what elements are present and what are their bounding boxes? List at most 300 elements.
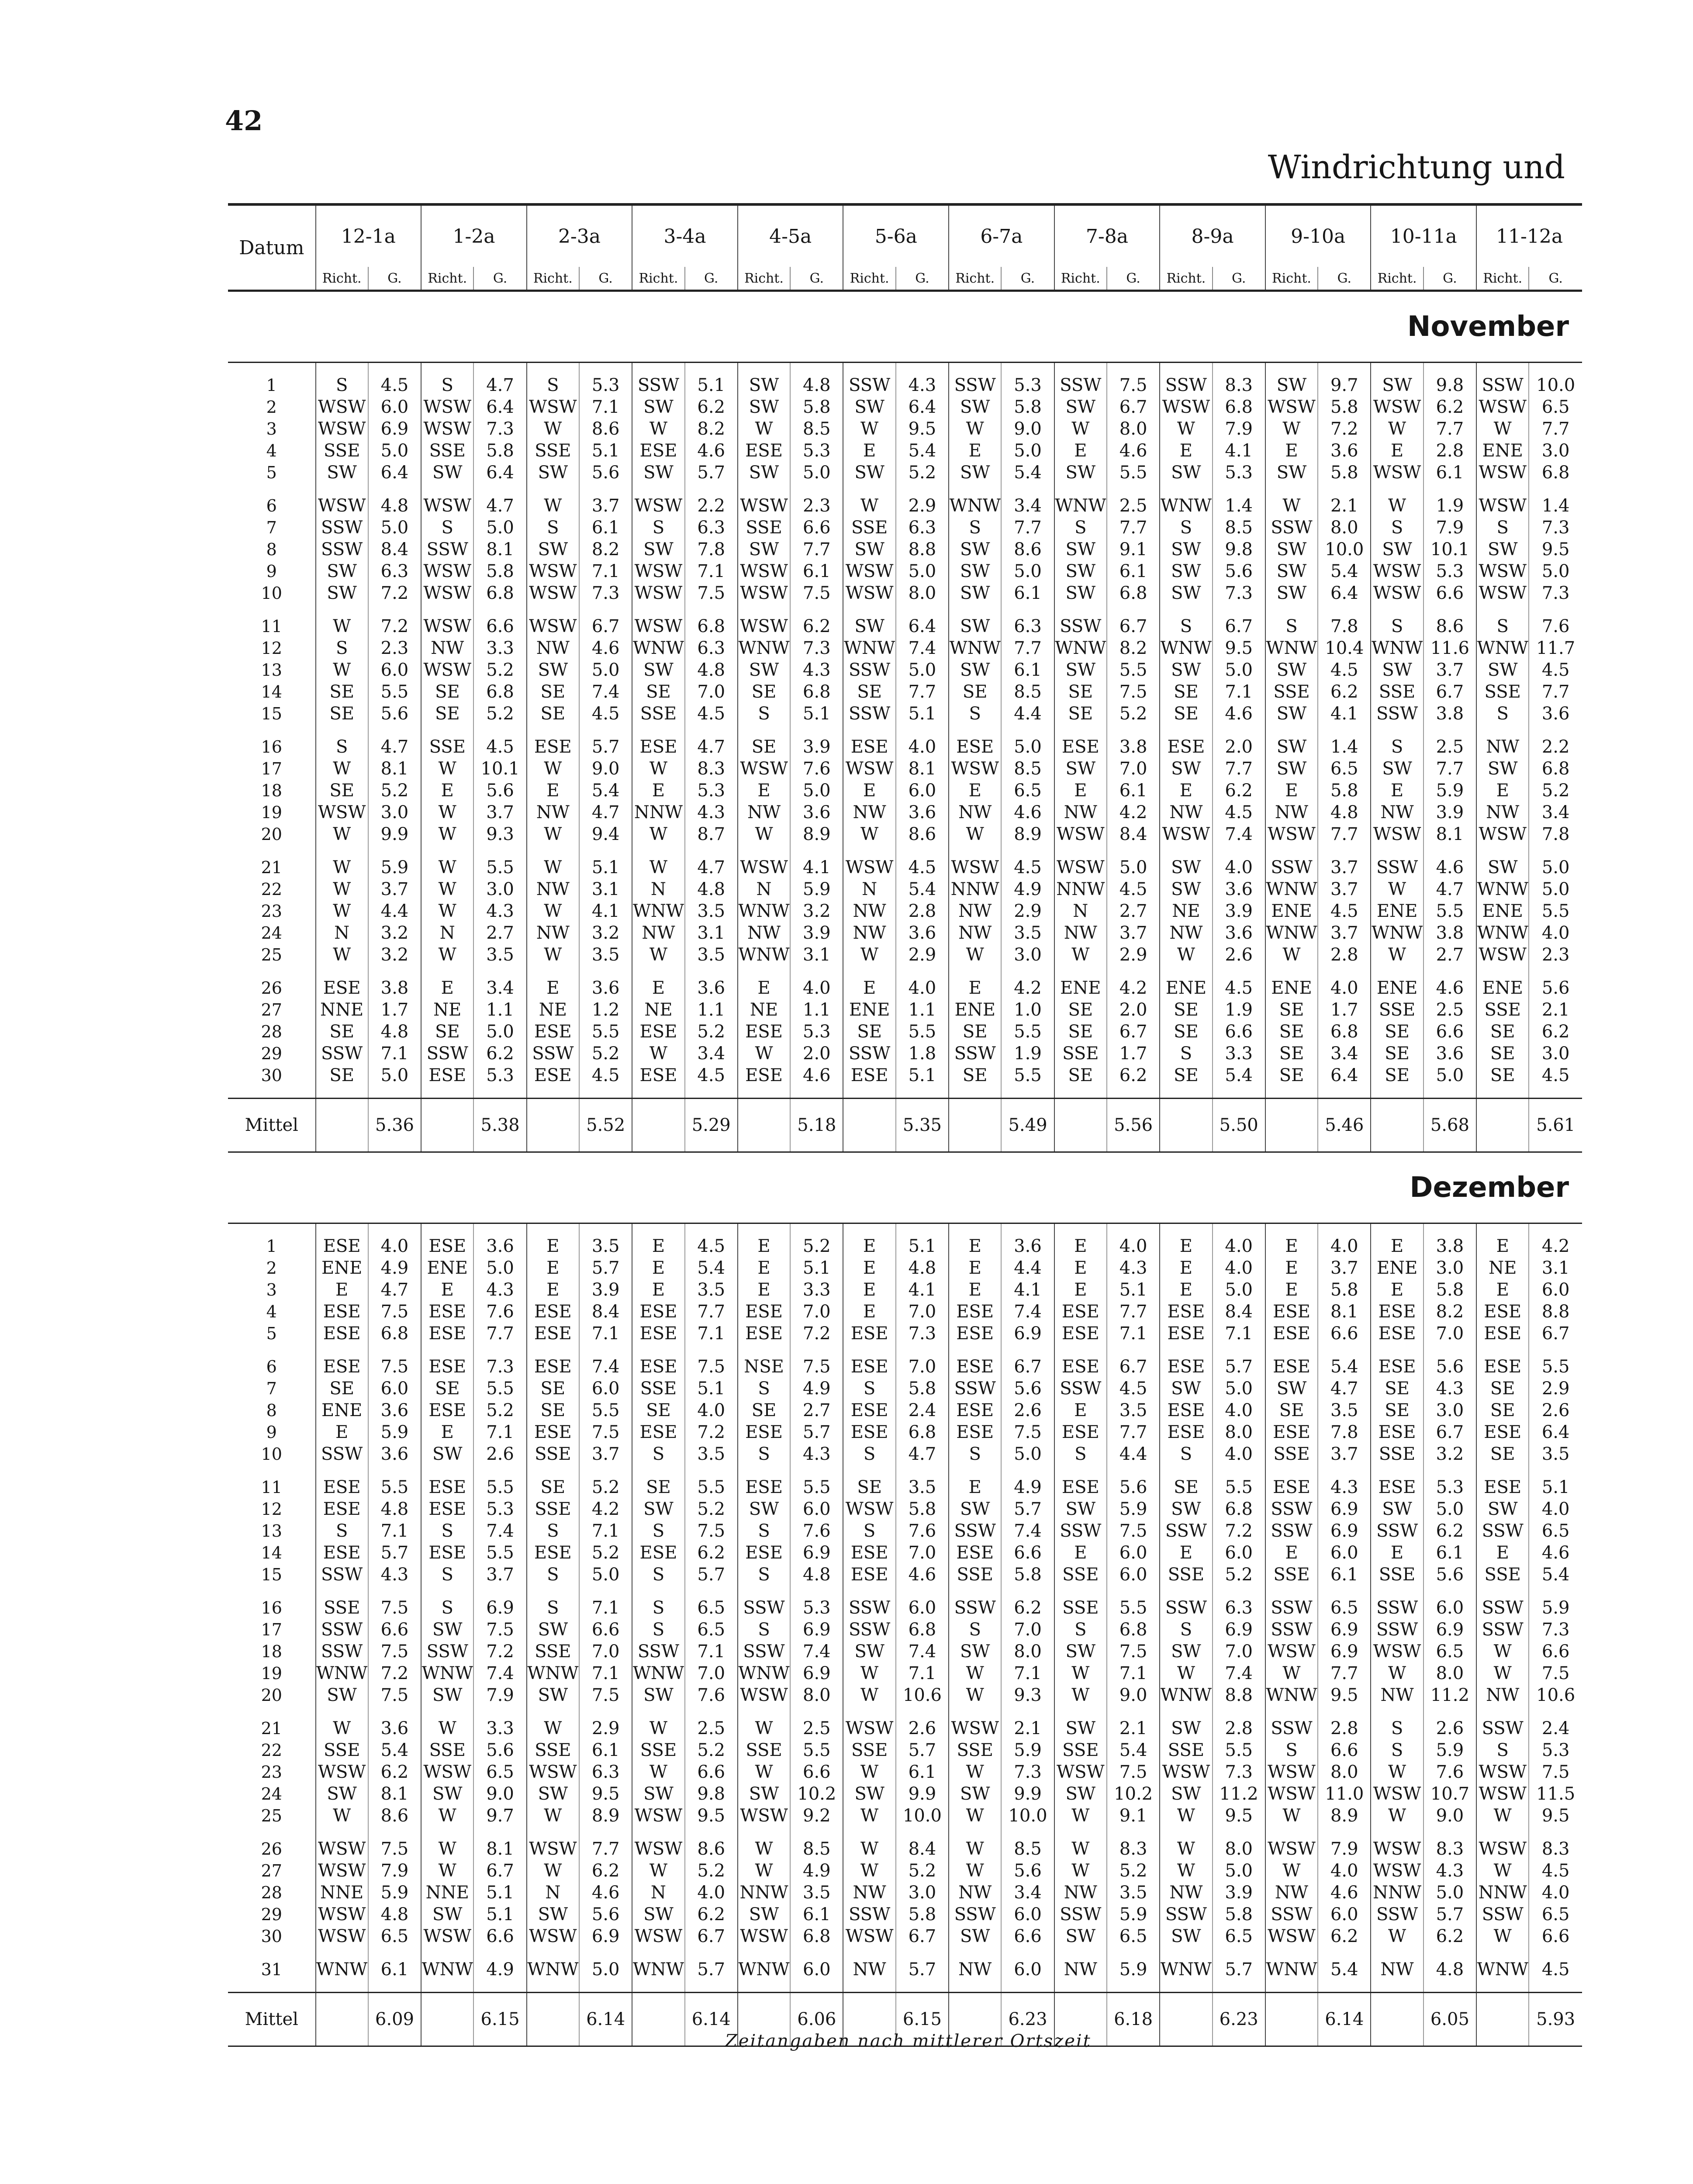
speed-cell: 3.0 [1424,1257,1476,1279]
mean-value-cell: 5.93 [1529,1993,1582,2046]
direction-cell: W [843,418,895,440]
direction-cell: W [632,944,684,966]
speed-cell: 6.6 [1529,1925,1582,1947]
speed-cell: 7.2 [368,582,421,604]
direction-cell: WSW [843,1717,895,1739]
direction-cell: E [421,780,473,802]
spacer-cell [1160,484,1212,495]
day-cell: 11 [261,1478,282,1497]
speed-cell: 6.0 [1213,1542,1265,1564]
table-row [228,1882,1582,1904]
direction-cell: SW [316,560,368,582]
direction-cell: WSW [316,396,368,418]
direction-cell: E [843,977,895,999]
speed-cell: 7.0 [896,1356,949,1378]
direction-cell: S [738,1520,790,1542]
direction-cell: W [1160,1838,1212,1860]
table-row [228,758,1582,780]
direction-cell: WSW [421,418,473,440]
spacer-cell [1213,845,1265,857]
speed-cell: 5.3 [685,780,738,802]
spacer-cell [1529,845,1582,857]
speed-cell: 5.6 [368,703,421,725]
speed-cell: 6.9 [473,1597,526,1619]
direction-cell: S [527,517,579,539]
spacer-cell [228,845,316,857]
spacer-cell [685,1947,738,1959]
speed-cell: 3.5 [685,1279,738,1301]
direction-cell: E [1265,1257,1318,1279]
direction-cell: W [843,495,895,517]
spacer-cell [228,484,316,495]
speed-cell: 8.1 [368,1783,421,1805]
direction-cell: SW [1160,539,1212,560]
day-cell: 23 [261,902,282,921]
speed-cell: 8.9 [790,823,843,845]
direction-cell: SSW [632,374,684,396]
speed-cell: 7.3 [1213,1761,1265,1783]
direction-cell: SSW [316,1043,368,1064]
speed-cell: 5.4 [368,1739,421,1761]
day-cell: 30 [261,1927,282,1946]
speed-cell: 3.9 [790,922,843,944]
direction-cell: ENE [1476,900,1529,922]
direction-cell: S [316,736,368,758]
direction-cell: SE [1265,1043,1318,1064]
direction-cell: S [1265,615,1318,637]
mean-value-cell: 5.29 [685,1099,738,1152]
speed-cell: 7.5 [1529,1761,1582,1783]
spacer-cell [1265,1827,1318,1838]
direction-cell: SSW [1476,1717,1529,1739]
speed-cell: 7.5 [368,1301,421,1323]
table-row [228,1641,1582,1662]
table-row [228,1597,1582,1619]
direction-cell: SSE [1476,681,1529,703]
direction-cell: SE [1265,1400,1318,1421]
speed-cell: 8.7 [685,823,738,845]
direction-cell: SSW [949,1378,1001,1400]
direction-cell: SW [949,1925,1001,1947]
speed-cell: 5.2 [473,703,526,725]
speed-cell: 2.1 [1107,1717,1160,1739]
speed-cell: 8.6 [368,1805,421,1827]
direction-cell: WNW [1371,638,1423,658]
speed-cell: 3.3 [790,1279,843,1301]
speed-cell: 5.0 [473,517,526,539]
speed-cell: 1.9 [1424,495,1476,517]
speed-cell: 6.5 [473,1761,526,1783]
speed-cell: 2.9 [579,1717,632,1739]
table-row [228,1783,1582,1805]
spacer-cell [1265,1086,1318,1099]
hour-column-header: 5-6a [843,204,949,267]
spacer-cell [1160,1947,1212,1959]
speed-cell: 3.2 [579,922,632,944]
speed-cell: 7.7 [790,539,843,560]
speed-cell: 9.8 [685,1783,738,1805]
day-cell: 26 [261,1839,282,1859]
speed-cell: 6.5 [1213,1925,1265,1947]
spacer-cell [896,1223,949,1236]
direction-cell: S [421,517,473,539]
spacer-cell [1371,363,1423,375]
direction-cell: E [1054,1235,1107,1257]
direction-cell: ESE [949,1323,1001,1344]
speed-cell: 7.4 [1213,823,1265,845]
speed-cell: 8.6 [579,418,632,440]
spacer-cell [1213,1827,1265,1838]
speed-cell: 2.6 [473,1443,526,1465]
speed-subheader: G. [1529,267,1582,291]
day-cell: 7 [266,518,277,537]
direction-cell: SE [1054,703,1107,725]
direction-cell: WSW [1265,1783,1318,1805]
spacer-cell [473,1086,526,1099]
direction-cell: N [1054,900,1107,922]
speed-cell: 2.5 [685,1717,738,1739]
speed-cell: 4.8 [1318,802,1371,823]
table-row [228,1498,1582,1520]
speed-cell: 5.4 [1107,1739,1160,1761]
mean-value-cell: 5.68 [1424,1099,1476,1152]
direction-cell: SSW [316,1641,368,1662]
speed-cell: 5.1 [579,857,632,878]
direction-cell: SSE [738,1739,790,1761]
direction-cell: WSW [1160,1761,1212,1783]
direction-cell: W [738,1860,790,1882]
direction-cell: SW [1265,703,1318,725]
direction-cell: NW [1265,802,1318,823]
speed-cell: 7.7 [1107,517,1160,539]
direction-cell: SW [632,1783,684,1805]
speed-cell: 4.3 [685,802,738,823]
spacer-cell [790,1980,843,1993]
spacer-cell [368,1344,421,1356]
spacer-cell [421,1344,473,1356]
spacer-cell [527,1465,579,1476]
hour-column-header: 10-11a [1371,204,1476,267]
spacer-cell [1529,966,1582,977]
speed-cell: 3.4 [1318,1043,1371,1064]
direction-cell: WSW [1371,823,1423,845]
speed-cell: 4.6 [1318,1882,1371,1904]
speed-cell: 7.1 [1107,1323,1160,1344]
direction-cell: SW [1476,659,1529,681]
speed-cell: 2.8 [1318,944,1371,966]
speed-cell: 5.8 [473,440,526,462]
direction-cell: SSW [949,1597,1001,1619]
spacer-cell [1213,1706,1265,1717]
speed-cell: 4.1 [896,1279,949,1301]
speed-cell: 5.5 [368,1476,421,1498]
speed-cell: 3.3 [473,1717,526,1739]
speed-cell: 5.6 [1213,560,1265,582]
hour-column-header: 3-4a [632,204,738,267]
direction-cell: ESE [1054,1301,1107,1323]
direction-cell: ENE [1476,440,1529,462]
spacer-cell [1160,725,1212,736]
direction-cell: ESE [738,1476,790,1498]
direction-cell: ESE [843,1421,895,1443]
speed-cell: 5.8 [1001,1564,1054,1586]
speed-cell: 3.6 [1424,1043,1476,1064]
speed-cell: 6.4 [368,462,421,484]
spacer-cell [1424,1947,1476,1959]
speed-cell: 5.8 [1318,1279,1371,1301]
speed-cell: 11.2 [1424,1684,1476,1706]
direction-cell: SSE [527,1443,579,1465]
speed-cell: 4.3 [368,1564,421,1586]
direction-cell: WSW [632,495,684,517]
spacer-cell [316,1706,368,1717]
spacer-cell [1160,1706,1212,1717]
speed-cell: 6.9 [1318,1520,1371,1542]
spacer-cell [685,1223,738,1236]
direction-cell: W [843,1662,895,1684]
spacer-cell [685,725,738,736]
direction-cell: S [738,1619,790,1641]
speed-cell: 7.7 [1001,637,1054,659]
spacer-cell [228,363,316,375]
direction-cell: E [1054,1257,1107,1279]
direction-cell: SW [738,539,790,560]
speed-cell: 6.6 [368,1619,421,1641]
direction-cell: W [843,1684,895,1706]
spacer-cell [949,1947,1001,1959]
direction-cell: SSW [949,1043,1001,1064]
spacer-cell [685,1980,738,1993]
spacer-cell [527,1344,579,1356]
speed-cell: 5.7 [896,1959,949,1980]
direction-cell: ESE [527,1064,579,1086]
speed-cell: 7.7 [1318,1662,1371,1684]
spacer-cell [843,1980,895,1993]
speed-cell: 6.1 [368,1959,421,1980]
speed-cell: 5.9 [368,1882,421,1904]
direction-cell: SW [421,1904,473,1925]
speed-cell: 6.8 [473,582,526,604]
speed-cell: 9.5 [1529,539,1582,560]
spacer-cell [473,1980,526,1993]
speed-cell: 5.0 [1424,1064,1476,1086]
direction-cell: W [1160,1662,1212,1684]
spacer-cell [1107,1344,1160,1356]
direction-cell: SW [843,462,895,484]
direction-cell: SW [843,615,895,637]
direction-cell: W [843,823,895,845]
spacer-cell [1160,604,1212,615]
speed-cell: 5.5 [1107,462,1160,484]
direction-cell: SE [1476,1043,1529,1064]
direction-cell: SSE [843,1739,895,1761]
speed-cell: 5.4 [1318,1959,1371,1980]
speed-cell: 4.5 [1107,1378,1160,1400]
direction-cell: WSW [1371,396,1423,418]
direction-cell: W [421,857,473,878]
spacer-cell [1001,725,1054,736]
speed-cell: 5.9 [368,1421,421,1443]
spacer-cell [1001,845,1054,857]
speed-cell: 5.0 [473,1021,526,1043]
direction-cell: NW [1371,1959,1423,1980]
speed-cell: 4.0 [685,1400,738,1421]
speed-cell: 11.2 [1213,1783,1265,1805]
speed-cell: 4.1 [579,900,632,922]
speed-cell: 4.0 [1213,1443,1265,1465]
spacer-cell [1160,1465,1212,1476]
direction-cell: WNW [1477,1959,1528,1980]
speed-cell: 5.3 [790,1597,843,1619]
speed-cell: 4.6 [579,637,632,659]
table-row [228,900,1582,922]
speed-cell: 4.2 [1107,802,1160,823]
speed-cell: 6.7 [685,1925,738,1947]
direction-cell: SSE [1265,1443,1318,1465]
direction-cell: E [1054,1279,1107,1301]
spacer-cell [632,1344,684,1356]
speed-cell: 4.5 [1213,802,1265,823]
direction-cell: WSW [1265,1838,1318,1860]
direction-cell: W [316,900,368,922]
spacer-cell [527,1827,579,1838]
speed-cell: 5.6 [1424,1356,1476,1378]
direction-cell: W [1265,1860,1318,1882]
speed-cell: 3.3 [473,637,526,659]
direction-cell: SSW [843,374,895,396]
speed-cell: 2.1 [1001,1717,1054,1739]
spacer-cell [368,725,421,736]
speed-cell: 3.6 [896,802,949,823]
spacer-cell [632,484,684,495]
direction-cell: WSW [1371,582,1423,604]
speed-cell: 6.2 [1107,1064,1160,1086]
spacer-cell [316,484,368,495]
spacer-cell [1318,1465,1371,1476]
table-row [228,659,1582,681]
direction-cell: SW [316,1783,368,1805]
speed-cell: 4.0 [1529,1882,1582,1904]
speed-cell: 6.3 [579,1761,632,1783]
spacer-cell [579,845,632,857]
speed-cell: 5.2 [685,1860,738,1882]
direction-cell: SW [1054,1925,1107,1947]
speed-subheader: G. [1424,267,1476,291]
spacer-cell [632,604,684,615]
spacer-cell [421,845,473,857]
mean-value-cell: 6.15 [896,1993,949,2046]
spacer-cell [579,1827,632,1838]
speed-cell: 6.5 [685,1597,738,1619]
direction-cell: E [1160,1235,1212,1257]
spacer-cell [843,363,895,375]
speed-cell: 5.1 [790,1257,843,1279]
date-header: Datum [228,204,316,291]
spacer-cell [1001,1223,1054,1236]
speed-cell: 5.4 [896,878,949,900]
day-cell: 14 [261,1543,282,1562]
hour-column-header: 7-8a [1054,204,1160,267]
mean-value-cell: 6.06 [790,1993,843,2046]
direction-cell: WSW [1476,582,1529,604]
spacer-cell [738,1586,790,1597]
spacer-cell [1529,1465,1582,1476]
direction-cell: E [527,1257,579,1279]
speed-cell: 7.0 [896,1542,949,1564]
spacer-cell [1476,966,1529,977]
spacer-cell [228,1706,316,1717]
direction-subheader: Richt. [421,267,473,291]
speed-cell: 7.7 [1424,758,1476,780]
table-row [228,780,1582,802]
speed-cell: 4.6 [790,1064,843,1086]
direction-cell: SSW [316,1564,368,1586]
spacer-cell [1213,1465,1265,1476]
speed-cell: 3.7 [1424,659,1476,681]
spacer-cell [368,1827,421,1838]
direction-cell: ESE [738,440,790,462]
direction-cell: WSW [1265,396,1318,418]
direction-cell: SW [738,462,790,484]
speed-cell: 4.0 [896,977,949,999]
spacer-cell [316,966,368,977]
spacer-cell [421,1086,473,1099]
spacer-cell [1265,1223,1318,1236]
speed-cell: 7.4 [790,1641,843,1662]
day-cell: 13 [261,1521,282,1541]
spacer-cell [579,1344,632,1356]
direction-cell: SSW [1265,1619,1318,1641]
direction-cell: W [421,1860,473,1882]
table-row [228,1717,1582,1739]
direction-cell: W [949,418,1001,440]
spacer-cell [421,1586,473,1597]
speed-cell: 4.8 [1424,1959,1476,1980]
speed-cell: 5.9 [1424,780,1476,802]
direction-cell: S [1160,1619,1212,1641]
direction-cell: ENE [1371,1257,1423,1279]
direction-cell: NE [1476,1257,1529,1279]
speed-cell: 7.3 [1001,1761,1054,1783]
spacer-cell [790,1827,843,1838]
speed-cell: 6.4 [1318,582,1371,604]
speed-cell: 6.8 [685,615,738,637]
spacer-cell [527,604,579,615]
speed-cell: 5.1 [896,1235,949,1257]
speed-subheader: G. [473,267,526,291]
speed-cell: 7.9 [1213,418,1265,440]
speed-cell: 8.3 [1529,1838,1582,1860]
spacer-cell [843,1586,895,1597]
spacer-cell [1265,1706,1318,1717]
direction-cell: ESE [1265,1476,1318,1498]
speed-cell: 6.5 [1318,1597,1371,1619]
direction-cell: E [1054,780,1107,802]
direction-cell: ESE [1265,1356,1318,1378]
direction-cell: S [316,1520,368,1542]
spacer-cell [632,363,684,375]
spacer-cell [473,363,526,375]
day-cell: 1 [266,376,277,395]
speed-cell: 6.2 [685,1904,738,1925]
speed-cell: 6.9 [1424,1619,1476,1641]
speed-cell: 7.7 [1318,823,1371,845]
spacer-cell [1001,604,1054,615]
spacer-cell [316,1086,368,1099]
direction-cell: ESE [949,1542,1001,1564]
direction-cell: NW [738,802,790,823]
month-title: Dezember [228,1152,1582,1223]
